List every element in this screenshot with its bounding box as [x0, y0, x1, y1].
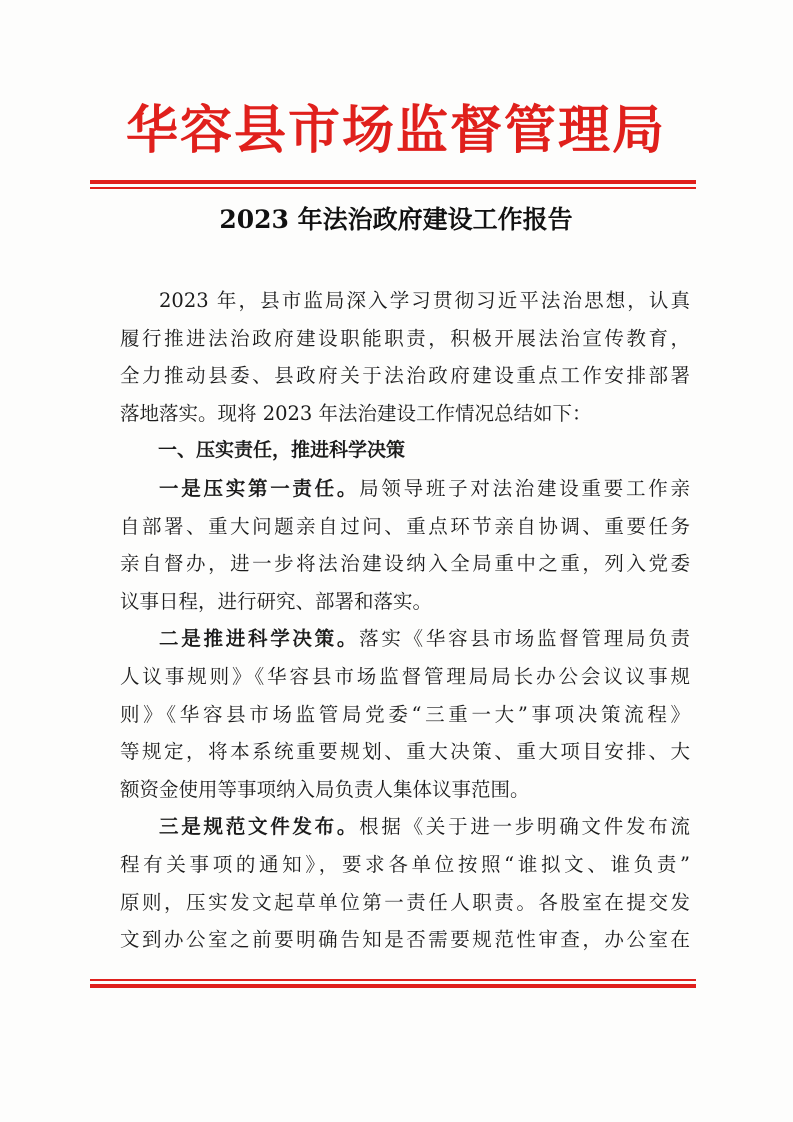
document-title: 2023 年法治政府建设工作报告: [219, 205, 573, 234]
paragraph-lead: 一是压实第一责任。: [159, 476, 360, 500]
section-heading: [120, 432, 690, 470]
text-line: 二是推进科学决策。落实《华容县市场监督管理局负责: [159, 627, 690, 651]
footer-rule-thick: [90, 984, 696, 988]
text-line: 自部署、重大问题亲自过问、重点环节亲自协调、重要任务: [120, 514, 690, 538]
paragraph-3: [120, 808, 690, 958]
text-line: 议事日程，进行研究、部署和落实。: [120, 589, 433, 613]
text-line: 额资金使用等事项纳入局负责人集体议事范围。: [120, 777, 530, 801]
text-line: 落地落实。现将 2023 年法治建设工作情况总结如下：: [120, 401, 592, 425]
text-line: 人议事规则》《华容县市场监督管理局局长办公会议议事规: [120, 664, 690, 688]
document-body: [120, 282, 690, 959]
intro-paragraph: [120, 282, 690, 432]
text-line: 程有关事项的通知》，要求各单位按照“谁拟文、谁负责”: [120, 852, 690, 876]
text-line: 文到办公室之前要明确告知是否需要规范性审查，办公室在: [120, 928, 690, 952]
text-line: 全力推动县委、县政府关于法治政府建设重点工作安排部署: [120, 364, 690, 388]
text-line: 一是压实第一责任。局领导班子对法治建设重要工作亲: [159, 476, 690, 500]
header-rule-thick: [90, 180, 696, 184]
text-line: 2023 年，县市监局深入学习贯彻习近平法治思想，认真: [159, 289, 690, 312]
text-line: 三是规范文件发布。根据《关于进一步明确文件发布流: [159, 815, 690, 839]
paragraph-2: [120, 620, 690, 808]
footer-rule-thin: [90, 979, 696, 981]
text-line: 等规定，将本系统重要规划、重大决策、重大项目安排、大: [120, 740, 690, 764]
paragraph-lead: 三是规范文件发布。: [159, 815, 360, 839]
header-rule-thin: [90, 187, 696, 189]
text-line: 履行推进法治政府建设职能职责，积极开展法治宣传教育，: [120, 326, 690, 350]
org-header-title: 华容县市场监督管理局: [125, 100, 666, 161]
text-line: 亲自督办，进一步将法治建设纳入全局重中之重，列入党委: [120, 552, 690, 576]
paragraph-1: [120, 470, 690, 620]
section-1-heading: 一、压实责任，推进科学决策: [158, 439, 406, 462]
text-line: 则》《华容县市场监管局党委“三重一大”事项决策流程》: [120, 702, 690, 726]
paragraph-lead: 二是推进科学决策。: [159, 627, 360, 651]
text-line: 原则，压实发文起草单位第一责任人职责。各股室在提交发: [120, 890, 690, 914]
